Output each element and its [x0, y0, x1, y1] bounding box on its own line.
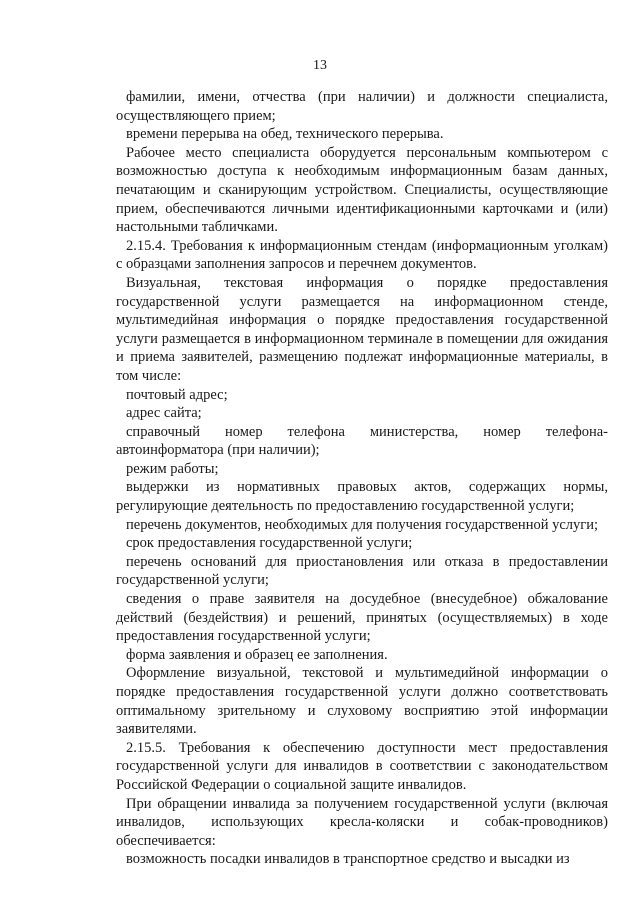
document-body [116, 88, 608, 869]
paragraph: 2.15.4. Требования к информационным стендам (информационным уголкам) с образцами заполнения запросов и перечнем документов. [116, 237, 608, 273]
paragraph: Визуальная, текстовая информация о порядке предоставления государственной услуги размещается на информационном стенде, мультимедийная информация о порядке предоставления государственной услуги размещается в информационном терминале в помещении для ожидания и приема заявителей, размещению подлежат информационные материалы, в том числе: [116, 274, 608, 384]
list-item: справочный номер телефона министерства, номер телефона-автоинформатора (при наличии); [116, 423, 608, 459]
list-item: выдержки из нормативных правовых актов, содержащих нормы, регулирующие деятельность по предоставлению государственной услуги; [116, 479, 608, 515]
list-item: режим работы; [126, 460, 219, 477]
list-item: перечень документов, необходимых для получения государственной услуги; [126, 516, 598, 533]
paragraph: Оформление визуальной, текстовой и мультимедийной информации о порядке предоставления государственной услуги должно соответствовать оптимальному зрительному и слуховому восприятию этой информации заявителями. [116, 665, 608, 738]
paragraph: 2.15.5. Требования к обеспечению доступности мест предоставления государственной услуги для инвалидов в соответствии с законодательством Российской Федерации о социальной защите инвалидов. [116, 739, 608, 793]
paragraph: времени перерыва на обед, технического перерыва. [126, 126, 444, 143]
paragraph: При обращении инвалида за получением государственной услуги (включая инвалидов, использующих кресла-коляски и собак-проводников) обеспечивается: [116, 795, 608, 849]
paragraph: возможность посадки инвалидов в транспортное средство и высадки из [126, 851, 570, 868]
paragraph: фамилии, имени, отчества (при наличии) и должности специалиста, осуществляющего прием; [116, 89, 608, 124]
list-item: форма заявления и образец ее заполнения. [126, 646, 388, 663]
list-item: почтовый адрес; [126, 386, 228, 403]
page-number: 13 [313, 58, 327, 73]
paragraph: Рабочее место специалиста оборудуется персональным компьютером с возможностью доступа к необходимым информационным базам данных, печатающим и сканирующим устройством. Специалисты, осуществляющие прием, обеспечиваются личными идентификационными карточками и (или) настольными табличками. [116, 144, 608, 236]
list-item: сведения о праве заявителя на досудебное (внесудебное) обжалование действий (бездействия) и решений, принятых (осуществляемых) в ходе предоставления государственной услуги; [116, 591, 608, 645]
list-item: срок предоставления государственной услуги; [126, 535, 413, 552]
list-item: перечень оснований для приостановления или отказа в предоставлении государственной услуги; [116, 553, 608, 589]
list-item: адрес сайта; [126, 405, 202, 422]
